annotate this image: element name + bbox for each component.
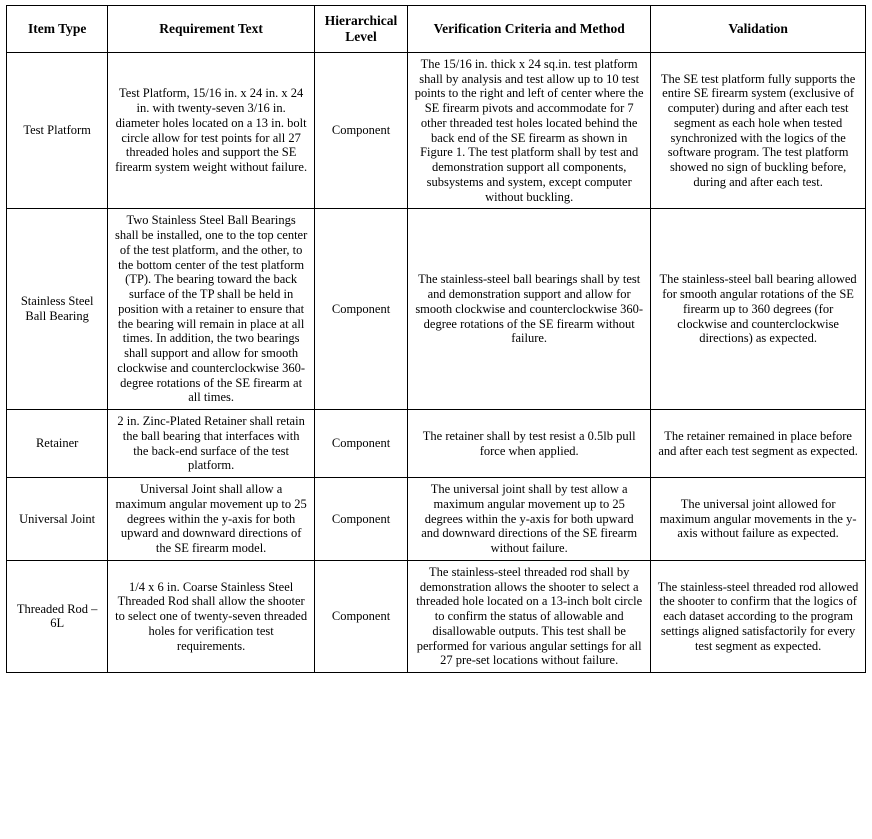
cell-validation: The SE test platform fully supports the entire SE firearm system (exclusive of computer) during and after each test segment as each hole when tested synchronized with the logics of the software program. The test platform showed no sign of buckling before, during and after each test. <box>651 52 866 209</box>
cell-requirement-text: Test Platform, 15/16 in. x 24 in. x 24 in. with twenty-seven 3/16 in. diameter holes located on a 13 in. bolt circle allow for test points for all 27 threaded holes and support the SE firearm system weight without failure. <box>108 52 315 209</box>
cell-hierarchical-level: Component <box>314 560 407 672</box>
table-row <box>7 410 866 478</box>
table-row <box>7 478 866 561</box>
column-header-hierarchical-level-line1: Hierarchical <box>324 13 398 28</box>
column-header-hierarchical-level-line2: Level <box>345 28 377 44</box>
column-header-validation: Validation <box>651 6 866 53</box>
cell-item-type: Universal Joint <box>7 478 108 561</box>
column-header-item-type: Item Type <box>7 6 108 53</box>
cell-validation: The retainer remained in place before and after each test segment as expected. <box>651 410 866 478</box>
table-header <box>7 6 866 53</box>
cell-requirement-text: 1/4 x 6 in. Coarse Stainless Steel Threaded Rod shall allow the shooter to select one of twenty-seven threaded holes for verification test requirements. <box>108 560 315 672</box>
column-header-hierarchical-level <box>314 6 407 53</box>
cell-hierarchical-level: Component <box>314 410 407 478</box>
cell-validation: The universal joint allowed for maximum angular movements in the y-axis without failure as expected. <box>651 478 866 561</box>
cell-hierarchical-level: Component <box>314 209 407 410</box>
cell-item-type: Threaded Rod – 6L <box>7 560 108 672</box>
table-row <box>7 52 866 209</box>
column-header-verification: Verification Criteria and Method <box>408 6 651 53</box>
requirements-table <box>6 5 866 673</box>
cell-verification: The retainer shall by test resist a 0.5lb pull force when applied. <box>408 410 651 478</box>
table-header-row <box>7 6 866 53</box>
cell-verification: The 15/16 in. thick x 24 sq.in. test platform shall by analysis and test allow up to 10 test points to the right and left of center where the SE firearm pivots and accommodate for 7 other threaded test holes located behind the back end of the SE firearm as shown in Figure 1. The test platform shall by test and demonstration support all components, subsystems and system, except computer without buckling. <box>408 52 651 209</box>
cell-requirement-text: Universal Joint shall allow a maximum angular movement up to 25 degrees within the y-axis for both upward and downward directions of the SE firearm model. <box>108 478 315 561</box>
cell-verification: The universal joint shall by test allow a maximum angular movement up to 25 degrees within the y-axis for both upward and downward directions of the SE firearm without failure. <box>408 478 651 561</box>
cell-validation: The stainless-steel ball bearing allowed for smooth angular rotations of the SE firearm up to 360 degrees (for clockwise and counterclockwise directions) as expected. <box>651 209 866 410</box>
column-header-requirement-text: Requirement Text <box>108 6 315 53</box>
cell-hierarchical-level: Component <box>314 478 407 561</box>
table-row <box>7 209 866 410</box>
table-body <box>7 52 866 672</box>
cell-hierarchical-level: Component <box>314 52 407 209</box>
cell-requirement-text: Two Stainless Steel Ball Bearings shall be installed, one to the top center of the test platform, and the other, to the bottom center of the test platform (TP). The bearing toward the back surface of the TP shall be held in position with a retainer to ensure that the bearing will remain in place at all times. In addition, the two bearings shall support and allow for smooth clockwise and counterclockwise 360-degree rotations of the SE firearm at all times. <box>108 209 315 410</box>
table-row <box>7 560 866 672</box>
cell-requirement-text: 2 in. Zinc-Plated Retainer shall retain the ball bearing that interfaces with the back-end surface of the test platform. <box>108 410 315 478</box>
cell-validation: The stainless-steel threaded rod allowed the shooter to confirm that the logics of each dataset according to the program settings aligned satisfactorily for every test segment as expected. <box>651 560 866 672</box>
cell-verification: The stainless-steel ball bearings shall by test and demonstration support and allow for smooth clockwise and counterclockwise 360-degree rotations of the SE firearm without failure. <box>408 209 651 410</box>
cell-item-type: Retainer <box>7 410 108 478</box>
cell-item-type: Stainless Steel Ball Bearing <box>7 209 108 410</box>
cell-verification: The stainless-steel threaded rod shall by demonstration allows the shooter to select a threaded hole located on a 13-inch bolt circle to confirm the status of allowable and disallowable outputs. This test shall be performed for various angular settings for all 27 pre-set locations without failure. <box>408 560 651 672</box>
cell-item-type: Test Platform <box>7 52 108 209</box>
